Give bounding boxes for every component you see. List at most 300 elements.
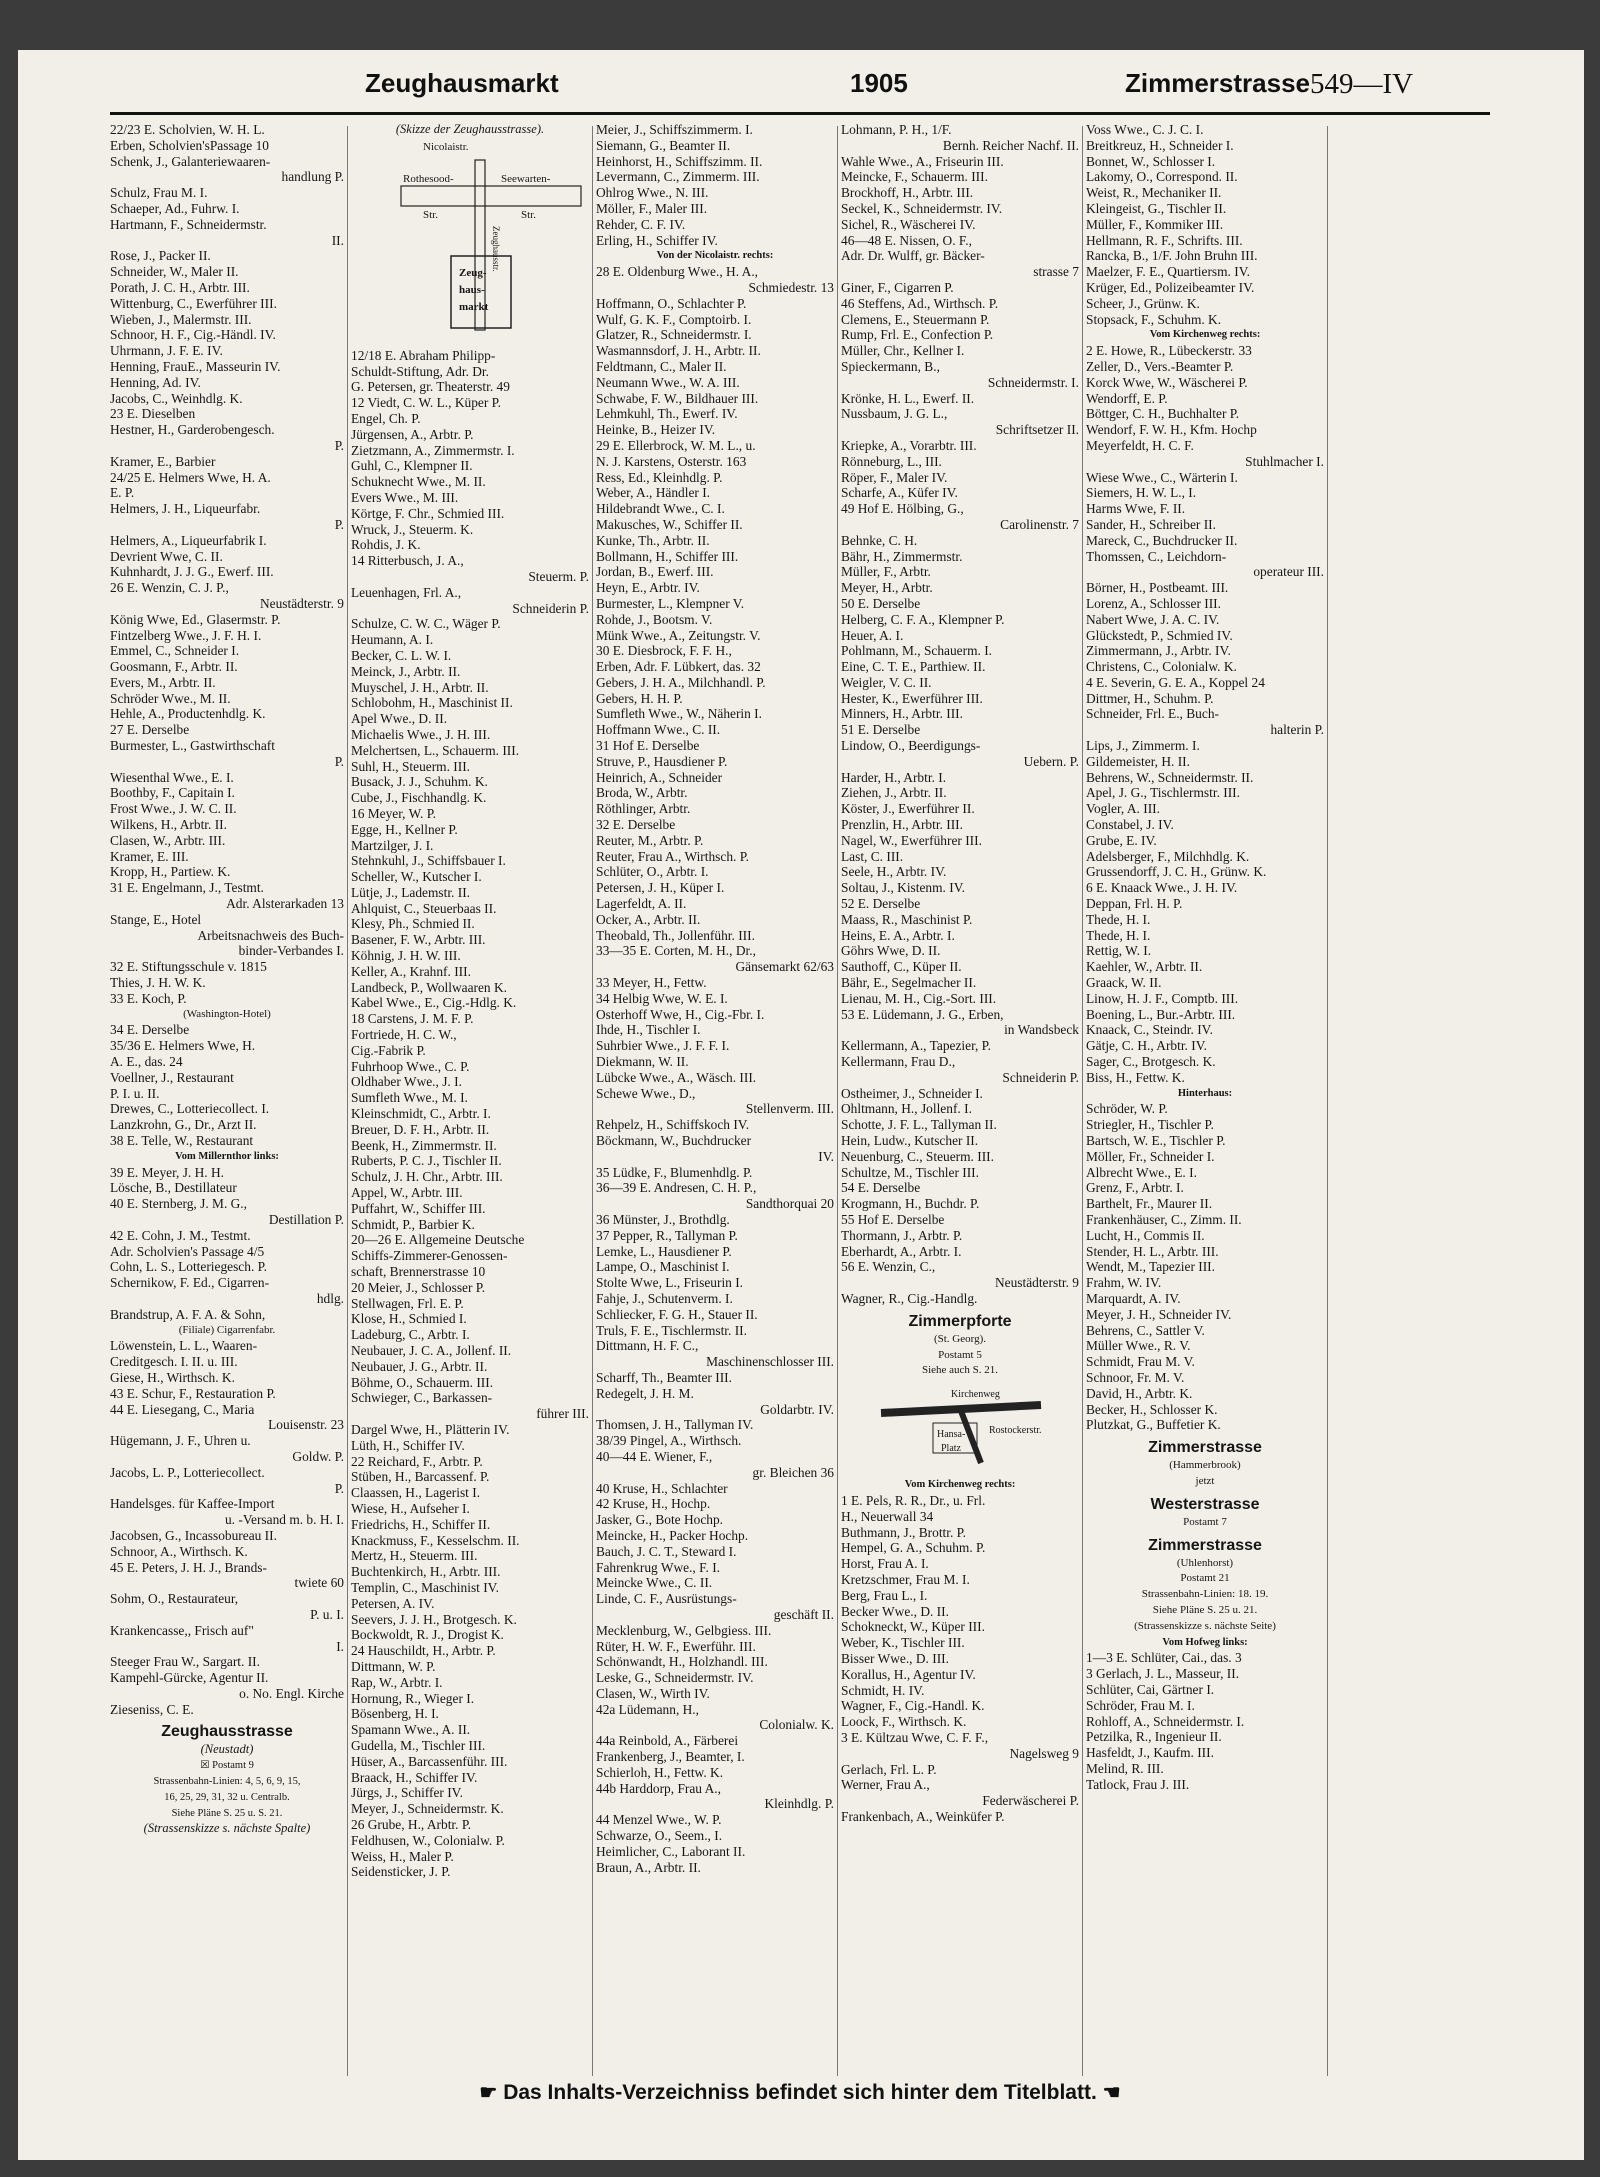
directory-line: Schröder, W. P.	[1086, 1101, 1168, 1117]
directory-line: hdlg.	[316, 1290, 344, 1306]
directory-line: Lemke, L., Hausdiener P.	[596, 1243, 732, 1259]
directory-line: 33 E. Koch, P.	[110, 990, 187, 1006]
directory-line: Göhrs Wwe, D. II.	[841, 943, 941, 959]
directory-line: Burmester, L., Klempner V.	[596, 595, 745, 611]
directory-line: Kriepke, A., Vorarbtr. III.	[841, 437, 977, 453]
directory-line: Bockwoldt, R. J., Drogist K.	[351, 1627, 504, 1643]
directory-line: Striegler, H., Tischler P.	[1086, 1117, 1214, 1133]
directory-line: operateur III.	[1253, 564, 1324, 580]
directory-line: Mertz, H., Steuerm. III.	[351, 1548, 478, 1564]
directory-line: Fuhrhoop Wwe., C. P.	[351, 1058, 470, 1074]
directory-line: Maass, R., Maschinist P.	[841, 911, 973, 927]
directory-line: Sichel, R., Wäscherei IV.	[841, 216, 976, 232]
directory-line: Wilkens, H., Arbtr. II.	[110, 817, 227, 833]
directory-line: 30 E. Diesbrock, F. F. H.,	[596, 643, 732, 659]
directory-line: Giner, F., Cigarren P.	[841, 279, 954, 295]
directory-line: 44 E. Liesegang, C., Maria	[110, 1401, 255, 1417]
directory-line: Gätje, C. H., Arbtr. IV.	[1086, 1038, 1208, 1054]
directory-line: Schneiderin P.	[512, 600, 589, 616]
directory-line: Schulz, J. H. Chr., Arbtr. III.	[351, 1169, 503, 1185]
directory-line: 33—35 E. Corten, M. H., Dr.,	[596, 943, 756, 959]
directory-line: Kramer, E. III.	[110, 848, 189, 864]
directory-line: Rump, Frl. E., Confection P.	[841, 327, 994, 343]
directory-line: Vom Hofweg links:	[1162, 1636, 1248, 1648]
plans-note: Siehe Pläne S. 25 u. S. 21.	[171, 1807, 283, 1819]
page-footer	[110, 2080, 1490, 2108]
directory-line: Eberhardt, A., Arbtr. I.	[841, 1243, 962, 1259]
header-year: 1905	[850, 68, 908, 98]
column-3-entries	[596, 122, 834, 1875]
directory-line: Lübcke Wwe., A., Wäsch. III.	[596, 1069, 757, 1085]
directory-line: strasse 7	[1033, 264, 1079, 280]
directory-line: 44a Reinbold, A., Färberei	[596, 1733, 739, 1749]
directory-line: Grussendorff, J. C. H., Grünw. K.	[1086, 864, 1267, 880]
sketch-note: (Strassenskizze s. nächste Spalte)	[143, 1821, 311, 1836]
sketch-label-nicolaistr: Nicolaistr.	[423, 140, 469, 153]
directory-line: Devrient Wwe, C. II.	[110, 548, 223, 564]
directory-line: Marquardt, A. IV.	[1086, 1290, 1181, 1306]
directory-line: Wahle Wwe., A., Friseurin III.	[841, 153, 1004, 169]
directory-line: Vom Millernthor links:	[175, 1150, 279, 1162]
directory-line: Steeger Frau W., Sargart. II.	[110, 1654, 260, 1670]
directory-line: Knaack, C., Steindr. IV.	[1086, 1022, 1213, 1038]
directory-line: 34 Helbig Wwe, W. E. I.	[596, 990, 728, 1006]
directory-line: Rettig, W. I.	[1086, 943, 1152, 959]
directory-line: Zimmermann, J., Arbtr. IV.	[1086, 643, 1231, 659]
directory-line: Goosmann, F., Arbtr. II.	[110, 659, 238, 675]
directory-line: Kunke, Th., Arbtr. II.	[596, 532, 710, 548]
street-sketch-map	[351, 138, 589, 348]
directory-line: Beenk, H., Zimmermstr. II.	[351, 1137, 497, 1153]
directory-line: Zimmerstrasse	[1148, 1536, 1262, 1554]
directory-line: twiete 60	[294, 1575, 344, 1591]
directory-line: Schwarze, O., Seem., I.	[596, 1828, 723, 1844]
directory-line: Engel, Ch. P.	[351, 410, 421, 426]
directory-line: Templin, C., Maschinist IV.	[351, 1579, 499, 1595]
directory-line: Burmester, L., Gastwirthschaft	[110, 738, 275, 754]
directory-line: Buchtenkirch, H., Arbtr. III.	[351, 1564, 501, 1580]
directory-line: Weber, K., Tischler III.	[841, 1635, 965, 1651]
directory-line: Maschinenschlosser III.	[706, 1354, 834, 1370]
directory-line: Dittmann, H. F. C.,	[596, 1338, 699, 1354]
directory-line: Lanzkrohn, G., Dr., Arzt II.	[110, 1117, 257, 1133]
directory-line: G. Petersen, gr. Theaterstr. 49	[351, 379, 510, 395]
directory-line: Hellmann, R. F., Schrifts. III.	[1086, 232, 1243, 248]
directory-line: Siemann, G., Beamter II.	[596, 137, 731, 153]
directory-line: u. -Versand m. b. H. I.	[224, 1512, 344, 1528]
directory-line: Minners, H., Arbtr. III.	[841, 706, 963, 722]
directory-line: Christens, C., Colonialw. K.	[1086, 659, 1237, 675]
directory-line: 16 Meyer, W. P.	[351, 805, 437, 821]
directory-line: in Wandsbeck	[1004, 1022, 1079, 1038]
directory-line: Kleinhdlg. P.	[764, 1796, 834, 1812]
directory-line: Rehpelz, H., Schiffskoch IV.	[596, 1117, 750, 1133]
directory-line: 1—3 E. Schlüter, Cai., das. 3	[1086, 1650, 1242, 1666]
directory-line: Hasfeldt, J., Kaufm. III.	[1086, 1745, 1214, 1761]
directory-line: Kleingeist, G., Tischler II.	[1086, 200, 1227, 216]
directory-line: Boothby, F., Capitain I.	[110, 785, 235, 801]
directory-line: 44b Harddorp, Frau A.,	[596, 1780, 721, 1796]
directory-line: (Filiale) Cigarrenfabr.	[178, 1323, 276, 1336]
directory-line: 22 Reichard, F., Arbtr. P.	[351, 1453, 483, 1469]
directory-line: Stange, E., Hotel	[110, 911, 202, 927]
directory-line: Scharff, Th., Beamter III.	[596, 1369, 732, 1385]
directory-line: Schröder, Frau M. I.	[1086, 1697, 1195, 1713]
directory-line: Lütje, J., Lademstr. II.	[351, 884, 470, 900]
directory-line: 54 E. Derselbe	[841, 1180, 921, 1196]
post-office-note: ☒ Postamt 9	[200, 1760, 254, 1772]
directory-line: Eine, C. T. E., Parthiew. II.	[841, 659, 986, 675]
sketch-label-seewarten: Seewarten-	[501, 172, 551, 185]
directory-line: Dittmann, W. P.	[351, 1658, 436, 1674]
sketch-label-rothesood: Rothesood-	[403, 172, 454, 185]
directory-line: Weigler, V. C. II.	[841, 674, 932, 690]
directory-line: Levermann, C., Zimmerm. III.	[596, 169, 760, 185]
directory-line: Tatlock, Frau J. III.	[1086, 1776, 1190, 1792]
directory-line: Wendt, M., Tapezier III.	[1086, 1259, 1215, 1275]
directory-line: Hoffmann, O., Schlachter P.	[596, 295, 747, 311]
directory-line: Köster, J., Ewerführer II.	[841, 801, 975, 817]
directory-line: 29 E. Ellerbrock, W. M. L., u.	[596, 437, 756, 453]
directory-line: Helberg, C. F. A., Klempner P.	[841, 611, 1005, 627]
directory-line: 50 E. Derselbe	[841, 595, 921, 611]
directory-line: Köhnig, J. H. W. III.	[351, 948, 461, 964]
directory-line: Stellenverm. III.	[745, 1101, 834, 1117]
directory-line: 35 Lüdke, F., Blumenhdlg. P.	[596, 1164, 753, 1180]
directory-line: Louisenstr. 23	[268, 1417, 344, 1433]
directory-line: 40 Kruse, H., Schlachter	[596, 1480, 728, 1496]
directory-line: Porath, J. C. H., Arbtr. III.	[110, 279, 250, 295]
directory-line: Petzilka, R., Ingenieur II.	[1086, 1729, 1222, 1745]
directory-line: Mareck, C., Buchdrucker II.	[1086, 532, 1238, 548]
directory-line: Vom Kirchenweg rechts:	[1149, 329, 1261, 341]
directory-line: Neubauer, J. G., Arbtr. II.	[351, 1358, 488, 1374]
directory-line: Grenz, F., Arbtr. I.	[1086, 1180, 1184, 1196]
directory-line: Knackmuss, F., Kesselschm. II.	[351, 1532, 520, 1548]
kirchenweg-sketch-map	[841, 1383, 1079, 1473]
directory-line: Schönwandt, H., Holzhandl. III.	[596, 1654, 768, 1670]
directory-line: Goldw. P.	[292, 1448, 344, 1464]
directory-line: Evers, M., Arbtr. II.	[110, 674, 216, 690]
directory-line: Thede, H. I.	[1086, 911, 1151, 927]
directory-line: Emmel, C., Schneider I.	[110, 643, 240, 659]
column-divider	[592, 126, 593, 2076]
directory-line: Sohm, O., Restaurateur,	[110, 1591, 239, 1607]
directory-line: Krüger, Ed., Polizeibeamter IV.	[1086, 279, 1255, 295]
directory-line: Müller, Chr., Kellner I.	[841, 343, 965, 359]
directory-line: Seidensticker, J. P.	[351, 1864, 451, 1880]
directory-line: Oldhaber Wwe., J. I.	[351, 1074, 462, 1090]
directory-line: Horst, Frau A. I.	[841, 1556, 929, 1572]
directory-line: Wagner, F., Cig.-Handl. K.	[841, 1698, 985, 1714]
directory-line: 42 Kruse, H., Hochp.	[596, 1496, 711, 1512]
directory-line: Meinck, J., Arbtr. II.	[351, 663, 461, 679]
directory-line: Kampehl-Gürcke, Agentur II.	[110, 1670, 269, 1686]
directory-line: 45 E. Peters, J. H. J., Brands-	[110, 1559, 267, 1575]
directory-line: Egge, H., Kellner P.	[351, 821, 458, 837]
directory-line: Basener, F. W., Arbtr. III.	[351, 932, 486, 948]
directory-line: Schnoor, Fr. M. V.	[1086, 1369, 1185, 1385]
directory-line: 3 E. Kültzau Wwe, C. F. F.,	[841, 1729, 989, 1745]
directory-line: Strassenbahn-Linien: 18. 19.	[1141, 1588, 1269, 1601]
directory-line: Schotte, J. F. L., Tallyman II.	[841, 1117, 997, 1133]
district-note: (Neustadt)	[200, 1742, 254, 1757]
directory-line: Zimmerpforte	[908, 1312, 1012, 1330]
directory-line: Sumfleth Wwe., M. I.	[351, 1090, 468, 1106]
directory-line: Thomsen, J. H., Tallyman IV.	[596, 1417, 754, 1433]
directory-line: Feldhusen, W., Colonialw. P.	[351, 1832, 505, 1848]
directory-line: David, H., Arbtr. K.	[1086, 1385, 1193, 1401]
directory-line: Heinke, B., Heizer IV.	[596, 422, 716, 438]
directory-line: Lakomy, O., Correspond. II.	[1086, 169, 1238, 185]
directory-line: Ohltmann, H., Jollenf. I.	[841, 1101, 972, 1117]
directory-line: Biss, H., Fettw. K.	[1086, 1069, 1185, 1085]
directory-line: Stuhlmacher I.	[1245, 453, 1324, 469]
directory-line: Reuter, M., Arbtr. P.	[596, 832, 704, 848]
directory-line: 36 Münster, J., Brothdlg.	[596, 1211, 730, 1227]
directory-line: Bernh. Reicher Nachf. II.	[942, 137, 1079, 153]
directory-line: Petersen, A. IV.	[351, 1595, 435, 1611]
directory-line: Vom Kirchenweg rechts:	[904, 1479, 1016, 1491]
directory-line: Krogmann, H., Buchdr. P.	[841, 1196, 980, 1212]
directory-line: 2 E. Howe, R., Lübeckerstr. 33	[1086, 343, 1252, 359]
directory-line: Makusches, W., Schiffer II.	[596, 516, 743, 532]
directory-line: 23 E. Dieselben	[110, 406, 196, 422]
directory-line: Clemens, E., Steuermann P.	[841, 311, 990, 327]
directory-line: Struve, P., Hausdiener P.	[596, 753, 728, 769]
directory-line: Cig.-Fabrik P.	[351, 1042, 426, 1058]
directory-line: 33 Meyer, H., Fettw.	[596, 975, 707, 991]
directory-line: 53 E. Lüdemann, J. G., Erben,	[841, 1006, 1004, 1022]
directory-line: Stolte Wwe, L., Friseurin I.	[596, 1275, 744, 1291]
directory-line: Müller, F., Arbtr.	[841, 564, 931, 580]
directory-line: Frankenbach, A., Weinküfer P.	[841, 1808, 1005, 1824]
directory-line: Frankenhäuser, C., Zimm. II.	[1086, 1211, 1242, 1227]
directory-line: 28 E. Oldenburg Wwe., H. A.,	[596, 264, 759, 280]
directory-line: Schneidermstr. I.	[987, 374, 1079, 390]
directory-line: Schnoor, H. F., Cig.-Händl. IV.	[110, 327, 276, 343]
directory-line: 37 Pepper, R., Tallyman P.	[596, 1227, 738, 1243]
directory-line: Helmers, A., Liqueurfabrik I.	[110, 532, 267, 548]
directory-line: Mecklenburg, W., Gelbgiess. III.	[596, 1622, 772, 1638]
post-office-text: Postamt 9	[212, 1760, 254, 1772]
directory-line: Brockhoff, H., Arbtr. III.	[841, 185, 974, 201]
directory-line: Berg, Frau L., I.	[841, 1587, 928, 1603]
directory-line: Rohde, J., Bootsm. V.	[596, 611, 713, 627]
directory-line: Rehder, C. F. IV.	[596, 216, 686, 232]
directory-line: Redegelt, J. H. M.	[596, 1385, 694, 1401]
pointing-hand-right-icon: ☛	[479, 2082, 498, 2104]
directory-line: Hein, Ludw., Kutscher II.	[841, 1133, 979, 1148]
directory-line: Thies, J. H. W. K.	[110, 975, 206, 991]
directory-line: Gänsemarkt 62/63	[735, 959, 834, 975]
directory-line: Leuenhagen, Frl. A.,	[351, 584, 462, 600]
directory-line: 31 Hof E. Derselbe	[596, 738, 700, 754]
tram-lines-note: Strassenbahn-Linien: 4, 5, 6, 9, 15,	[153, 1776, 301, 1788]
directory-line: Bonnet, W., Schlosser I.	[1086, 153, 1216, 169]
page-header	[110, 60, 1490, 115]
directory-line: Neubauer, J. C. A., Jollenf. II.	[351, 1343, 512, 1358]
directory-line: Adr. Scholvien's Passage 4/5	[110, 1243, 265, 1259]
directory-line: Hestner, H., Garderobengesch.	[110, 422, 275, 438]
directory-line: Vogler, A. III.	[1086, 801, 1160, 817]
directory-line: Drewes, C., Lotteriecollect. I.	[110, 1101, 270, 1117]
directory-line: Weber, A., Händler I.	[596, 485, 711, 501]
directory-line: Rohdis, J. K.	[351, 537, 421, 553]
directory-line: Zeller, D., Vers.-Beamter P.	[1086, 358, 1234, 374]
directory-line: E. P.	[110, 485, 135, 501]
directory-line: Schultze, M., Tischler III.	[841, 1164, 979, 1180]
directory-line: Ruberts, P. C. J., Tischler II.	[351, 1153, 502, 1169]
directory-line: Wendorff, E. P.	[1086, 390, 1168, 406]
directory-line: Pohlmann, M., Schauerm. I.	[841, 643, 992, 659]
column-1-entries	[110, 122, 344, 1717]
directory-line: 12 Viedt, C. W. L., Küper P.	[351, 395, 501, 411]
directory-line: Leske, G., Schneidermstr. IV.	[596, 1670, 754, 1686]
directory-line: 24 Hauschildt, H., Arbtr. P.	[351, 1643, 496, 1659]
directory-line: Bartsch, W. E., Tischler P.	[1086, 1133, 1226, 1148]
directory-line: (Washington-Hotel)	[183, 1007, 271, 1020]
directory-line: Broda, W., Arbtr.	[596, 785, 688, 801]
directory-line: 43 E. Schur, F., Restauration P.	[110, 1385, 276, 1401]
directory-line: Bösenberg, H. I.	[351, 1706, 439, 1722]
directory-line: 49 Hof E. Hölbing, G.,	[841, 501, 964, 517]
directory-line: Gebers, J. H. A., Milchhandl. P.	[596, 674, 766, 690]
directory-line: Glückstedt, P., Schmied IV.	[1086, 627, 1233, 643]
directory-line: Schliecker, F. G. H., Stauer II.	[596, 1306, 758, 1322]
directory-line: Henning, Ad. IV.	[110, 374, 201, 390]
directory-line: Adelsberger, F., Milchhdlg. K.	[1086, 848, 1250, 864]
directory-line: Plutzkat, G., Buffetier K.	[1086, 1417, 1221, 1433]
directory-line: Müller Wwe., R. V.	[1086, 1338, 1191, 1354]
directory-line: halterin P.	[1270, 722, 1324, 738]
directory-line: Fahrenkrug Wwe., F. I.	[596, 1559, 721, 1575]
directory-line: Helmers, J. H., Liqueurfabr.	[110, 501, 261, 517]
directory-line: Jasker, G., Bote Hochp.	[596, 1512, 724, 1528]
directory-line: Buthmann, J., Brottr. P.	[841, 1524, 966, 1540]
directory-line: 52 E. Derselbe	[841, 896, 921, 912]
directory-line: Kabel Wwe., E., Cig.-Hdlg. K.	[351, 995, 517, 1011]
directory-line: Bauch, J. C. T., Steward I.	[596, 1543, 737, 1559]
directory-line: o. No. Engl. Kirche	[239, 1685, 344, 1701]
directory-line: Erben, Scholvien'sPassage 10	[110, 137, 269, 153]
directory-line: Schmiedestr. 13	[748, 279, 834, 295]
directory-line: 4 E. Severin, G. E. A., Koppel 24	[1086, 674, 1265, 690]
directory-line: Nussbaum, J. G. L.,	[841, 406, 948, 422]
sketch-label-rothesood-2: Str.	[423, 208, 438, 221]
directory-line: Nagel, W., Ewerführer III.	[841, 832, 982, 848]
directory-line: Appel, W., Arbtr. III.	[351, 1185, 463, 1201]
directory-line: Harder, H., Arbtr. I.	[841, 769, 947, 785]
directory-line: Meyer, J., Schneidermstr. K.	[351, 1801, 504, 1817]
directory-line: geschäft II.	[773, 1606, 834, 1622]
directory-line: Klesy, Ph., Schmied II.	[351, 916, 475, 932]
directory-line: Scheer, J., Grünw. K.	[1086, 295, 1200, 311]
directory-line: Spamann Wwe., A. II.	[351, 1722, 471, 1738]
directory-line: Diekmann, W. II.	[596, 1054, 689, 1070]
directory-line: Hoffmann Wwe., C. II.	[596, 722, 721, 738]
directory-line: Schernikow, F. Ed., Cigarren-	[110, 1275, 270, 1291]
directory-line: Schulze, C. W. C., Wäger P.	[351, 616, 501, 632]
directory-line: Rancka, B., 1/F. John Bruhn III.	[1086, 248, 1258, 264]
directory-line: Becker Wwe., D. II.	[841, 1603, 949, 1619]
directory-line: Guhl, C., Klempner II.	[351, 458, 473, 474]
directory-line: Breuer, D. F. H., Arbtr. II.	[351, 1121, 490, 1137]
directory-line: Frankenberg, J., Beamter, I.	[596, 1749, 745, 1765]
directory-line: Heyn, E., Arbtr. IV.	[596, 580, 700, 596]
directory-line: Busack, J. J., Schuhm. K.	[351, 774, 488, 790]
directory-line: Nabert Wwe, J. A. C. IV.	[1086, 611, 1220, 627]
directory-line: 20—26 E. Allgemeine Deutsche	[351, 1232, 525, 1248]
directory-line: Kaehler, W., Arbtr. II.	[1086, 959, 1203, 975]
directory-line: Schaeper, Ad., Fuhrw. I.	[110, 200, 240, 216]
directory-line: Von der Nicolaistr. rechts:	[656, 250, 774, 262]
directory-line: binder-Verbandes I.	[238, 943, 344, 959]
directory-line: Schwieger, C., Barkassen-	[351, 1390, 493, 1406]
directory-line: 51 E. Derselbe	[841, 722, 921, 738]
directory-line: Voss Wwe., C. J. C. I.	[1086, 122, 1204, 137]
directory-line: Müller, F., Kommiker III.	[1086, 216, 1224, 232]
directory-line: Kellermann, A., Tapezier, P.	[841, 1038, 991, 1054]
directory-line: Hartmann, F., Schneidermstr.	[110, 216, 267, 232]
directory-line: Apel, J. G., Tischlermstr. III.	[1086, 785, 1240, 801]
directory-line: Frahm, W. IV.	[1086, 1275, 1162, 1291]
directory-line: Apel Wwe., D. II.	[351, 711, 448, 727]
directory-line: schaft, Brennerstrasse 10	[351, 1264, 486, 1280]
directory-line: Korck Wwe, W., Wäscherei P.	[1086, 374, 1248, 390]
directory-line: führer III.	[536, 1406, 589, 1422]
column-1	[110, 122, 344, 2077]
directory-line: Lindow, O., Beerdigungs-	[841, 738, 981, 754]
directory-line: 34 E. Derselbe	[110, 1022, 190, 1038]
directory-line: H., Neuerwall 34	[841, 1508, 934, 1524]
directory-line: 55 Hof E. Derselbe	[841, 1211, 945, 1227]
directory-line: Sager, C., Brotgesch. K.	[1086, 1054, 1216, 1070]
directory-line: Schuknecht Wwe., M. II.	[351, 474, 486, 490]
directory-line: Stender, H. L., Arbtr. III.	[1086, 1243, 1219, 1259]
directory-line: Schwabe, F. W., Bildhauer III.	[596, 390, 759, 406]
directory-line: Jürgensen, A., Arbtr. P.	[351, 426, 474, 442]
directory-line: Börner, H., Postbeamt. III.	[1086, 580, 1229, 596]
directory-line: Reuter, Frau A., Wirthsch. P.	[596, 848, 750, 864]
directory-line: Evers Wwe., M. III.	[351, 489, 459, 505]
directory-line: Böhme, O., Schauerm. III.	[351, 1374, 494, 1390]
directory-line: Zieseniss, C. E.	[110, 1701, 194, 1717]
directory-line: Ocker, A., Arbtr. II.	[596, 911, 701, 927]
directory-line: Schröder Wwe., M. II.	[110, 690, 231, 706]
directory-line: Federwäscherei P.	[982, 1793, 1079, 1809]
directory-line: Uhrmann, J. F. E. IV.	[110, 343, 223, 359]
directory-line: Osterhoff Wwe, H., Cig.-Fbr. I.	[596, 1006, 765, 1022]
directory-line: 18 Carstens, J. M. F. P.	[351, 1011, 474, 1027]
directory-line: Albrecht Wwe., E. I.	[1086, 1164, 1197, 1180]
directory-line: Rohloff, A., Schneidermstr. I.	[1086, 1713, 1245, 1729]
directory-line: Lucht, H., Commis II.	[1086, 1227, 1205, 1243]
directory-line: Colonialw. K.	[759, 1717, 834, 1733]
directory-line: Sandthorquai 20	[745, 1196, 834, 1212]
directory-line: P. I. u. II.	[110, 1085, 160, 1101]
directory-line: Lorenz, A., Schlosser III.	[1086, 595, 1221, 611]
pointing-hand-left-icon: ☚	[1102, 2082, 1121, 2104]
directory-line: gr. Bleichen 36	[752, 1464, 834, 1480]
directory-line: 35/36 E. Helmers Wwe, H.	[110, 1038, 256, 1054]
directory-line: P.	[334, 753, 344, 769]
directory-line: 22/23 E. Scholvien, W. H. L.	[110, 122, 265, 137]
directory-line: IV.	[818, 1148, 834, 1164]
directory-line: Krönke, H. L., Ewerf. II.	[841, 390, 975, 406]
directory-line: Dargel Wwe, H., Plätterin IV.	[351, 1421, 510, 1437]
directory-line: Gebers, H. H. P.	[596, 690, 683, 706]
